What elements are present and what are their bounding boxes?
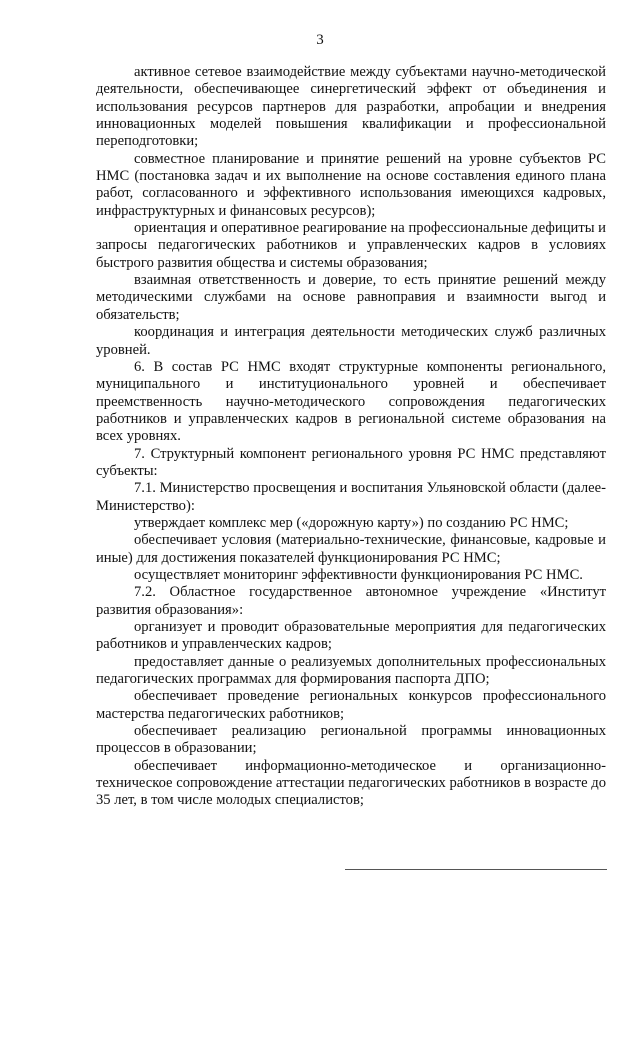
paragraph-organizes-events: организует и проводит образовательные мероприятия для педагогических работников и управленческих кадров;: [96, 619, 606, 653]
paragraph-certification-support: обеспечивает информационно-методическое и организационно-техническое сопровождение аттестации педагогических работников в возрасте до 35 лет, в том числе молодых специалистов;: [96, 757, 606, 809]
paragraph-monitoring: осуществляет мониторинг эффективности функционирования РС НМС.: [134, 566, 583, 583]
paragraph-provides-conditions: обеспечивает условия (материально-технические, финансовые, кадровые и иные) для достижения показателей функционирования РС НМС;: [96, 532, 606, 566]
page-number: 3: [316, 32, 324, 48]
document-body: [96, 64, 606, 810]
paragraph-coordination: координация и интеграция деятельности методических служб различных уровней.: [96, 324, 606, 358]
paragraph-innovation-program: обеспечивает реализацию региональной программы инновационных процессов в образовании;: [96, 723, 606, 757]
footer-divider-line: [345, 869, 607, 870]
paragraph-approves-roadmap: утверждает комплекс мер («дорожную карту») по созданию РС НМС;: [134, 514, 569, 531]
paragraph-network-interaction: активное сетевое взаимодействие между субъектами научно-методической деятельности, обеспечивающее синергетический эффект от объединения и использования ресурсов партнеров для разработки, апробации и внедрения инновационных моделей повышения квалификации и профессиональной переподготовки;: [96, 64, 606, 150]
paragraph-item-7: 7. Структурный компонент регионального уровня РС НМС представляют субъекты:: [96, 445, 606, 479]
paragraph-mutual-responsibility: взаимная ответственность и доверие, то есть принятие решений между методическими службами на основе равноправия и взаимности выгод и обязательств;: [96, 272, 606, 323]
paragraph-item-7-2: 7.2. Областное государственное автономное учреждение «Институт развития образования»:: [96, 584, 606, 618]
paragraph-orientation: ориентация и оперативное реагирование на профессиональные дефициты и запросы педагогических работников и управленческих кадров в условиях быстрого развития общества и системы образования;: [96, 220, 606, 271]
paragraph-item-7-1: 7.1. Министерство просвещения и воспитания Ульяновской области (далее-Министерство):: [96, 480, 606, 514]
paragraph-joint-planning: совместное планирование и принятие решений на уровне субъектов РС НМС (постановка задач и их выполнение на основе составления единого плана работ, согласованного и эффективного использования имеющихся кадровых, инфраструктурных и финансовых ресурсов);: [96, 150, 606, 219]
paragraph-contests: обеспечивает проведение региональных конкурсов профессионального мастерства педагогических работников;: [96, 688, 606, 722]
paragraph-provides-data: предоставляет данные о реализуемых дополнительных профессиональных педагогических программах для формирования паспорта ДПО;: [96, 653, 606, 688]
paragraph-item-6: 6. В состав РС НМС входят структурные компоненты регионального, муниципального и институционального уровней и обеспечивает преемственность научно-методического сопровождения педагогических работников и управленческих кадров в региональной системе образования на всех уровнях.: [96, 358, 606, 445]
